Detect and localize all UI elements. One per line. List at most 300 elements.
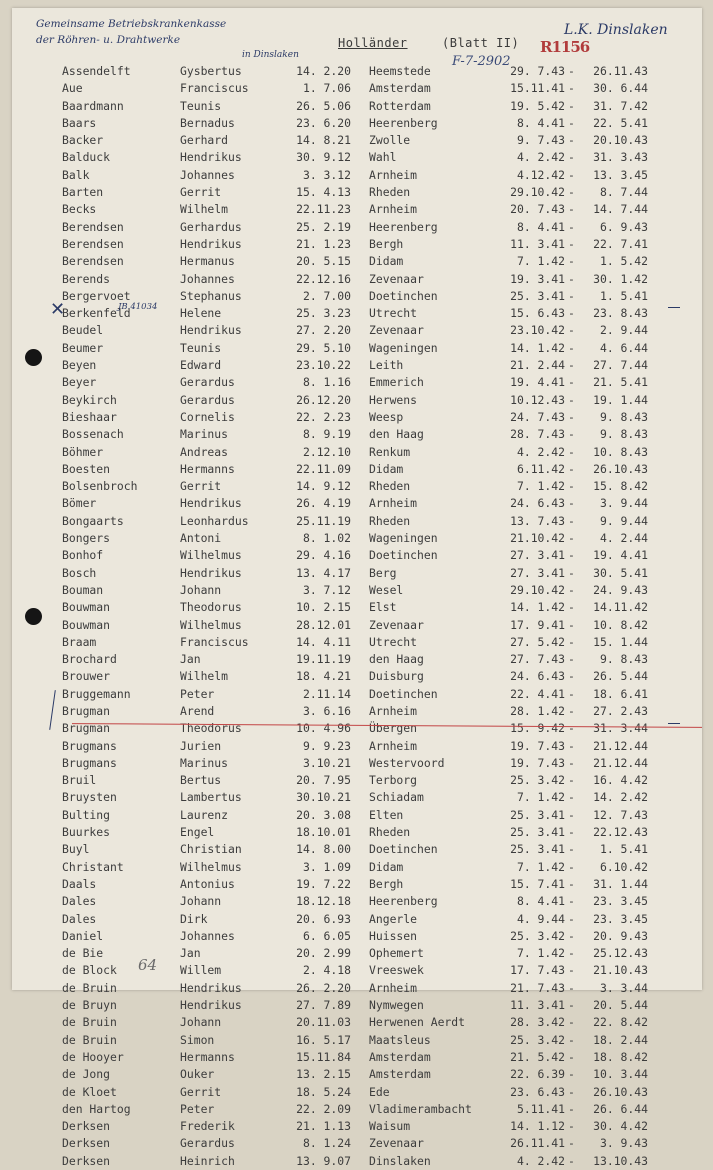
- last-name: Becks: [62, 202, 97, 217]
- table-row: [12, 755, 702, 772]
- table-row: [12, 392, 702, 409]
- last-name: Barten: [62, 185, 104, 200]
- date-separator: -: [568, 963, 575, 978]
- employment-start: 10.12.43: [510, 392, 565, 407]
- date-separator: -: [568, 1136, 575, 1151]
- table-row: [12, 617, 702, 634]
- employment-start: 7. 1.42: [516, 254, 565, 269]
- first-name: Jan: [180, 946, 201, 961]
- first-name: Jurien: [180, 738, 222, 753]
- birth-date: 10. 4.96: [296, 721, 351, 736]
- last-name: Bouman: [62, 582, 104, 597]
- birth-date: 26. 5.06: [296, 98, 351, 113]
- table-row: [12, 184, 702, 201]
- last-name: Beudel: [62, 323, 104, 338]
- first-name: Dirk: [180, 911, 208, 926]
- last-name: Beyer: [62, 375, 97, 390]
- employment-end: 14. 7.44: [593, 202, 648, 217]
- date-separator: -: [568, 894, 575, 909]
- date-separator: -: [568, 167, 575, 182]
- employment-end: 23. 3.45: [593, 894, 648, 909]
- last-name: Bergervoet: [62, 288, 131, 303]
- table-row: [12, 253, 702, 270]
- employment-end: 31. 7.42: [593, 98, 648, 113]
- last-name: Balk: [62, 167, 90, 182]
- birth-date: 25. 3.23: [296, 306, 351, 321]
- employment-end: 25.12.43: [593, 946, 648, 961]
- birth-date: 14. 4.11: [296, 634, 351, 649]
- birth-date: 10. 2.15: [296, 600, 351, 615]
- birthplace: Huissen: [369, 928, 418, 943]
- date-separator: -: [568, 582, 575, 597]
- birth-date: 16. 5.17: [296, 1032, 351, 1047]
- date-separator: -: [568, 392, 575, 407]
- first-name: Johannes: [180, 167, 235, 182]
- birth-date: 20.11.03: [296, 1015, 351, 1030]
- table-row: [12, 703, 702, 720]
- first-name: Teunis: [180, 98, 222, 113]
- birthplace: Doetinchen: [369, 842, 438, 857]
- red-stamp: R1156: [540, 38, 590, 56]
- birthplace: Doetinchen: [369, 288, 438, 303]
- table-row: [12, 634, 702, 651]
- employment-start: 25. 3.41: [510, 825, 565, 840]
- first-name: Gysbertus: [180, 64, 242, 78]
- date-separator: -: [568, 479, 575, 494]
- first-name: Johann: [180, 1015, 222, 1030]
- birth-date: 25. 2.19: [296, 219, 351, 234]
- employment-end: 15. 8.42: [593, 479, 648, 494]
- date-separator: -: [568, 807, 575, 822]
- first-name: Hendrikus: [180, 323, 242, 338]
- birth-date: 30.10.21: [296, 790, 351, 805]
- birth-date: 2. 7.00: [302, 288, 351, 303]
- date-separator: -: [568, 98, 575, 113]
- birth-date: 8. 1.02: [302, 531, 351, 546]
- last-name: Berends: [62, 271, 111, 286]
- birthplace: Emmerich: [369, 375, 424, 390]
- handwritten-annotation: JB.41034: [118, 302, 158, 312]
- employment-start: 28. 1.42: [510, 703, 565, 718]
- last-name: Beykirch: [62, 392, 117, 407]
- handwritten-organization-line-1: Gemeinsame Betriebskrankenkasse: [36, 18, 227, 30]
- employment-end: 10. 8.42: [593, 617, 648, 632]
- birth-date: 9. 9.23: [302, 738, 351, 753]
- document-page: [12, 8, 702, 1168]
- employment-start: 8. 4.41: [516, 219, 565, 234]
- employment-end: 27. 2.43: [593, 703, 648, 718]
- first-name: Theodorus: [180, 721, 242, 736]
- employment-end: 8. 7.44: [599, 185, 648, 200]
- employment-start: 11. 3.41: [510, 236, 565, 251]
- date-separator: -: [568, 375, 575, 390]
- date-separator: -: [568, 1153, 575, 1168]
- birthplace: Berg: [369, 565, 397, 580]
- birthplace: Leith: [369, 358, 404, 373]
- employment-end: 18. 2.44: [593, 1032, 648, 1047]
- table-row: [12, 582, 702, 599]
- employment-start: 29. 7.43: [510, 64, 565, 78]
- first-name: Willem: [180, 963, 222, 978]
- birth-date: 15. 4.13: [296, 185, 351, 200]
- employment-start: 22. 6.39: [510, 1067, 565, 1082]
- first-name: Bernadus: [180, 115, 235, 130]
- employment-start: 27. 5.42: [510, 634, 565, 649]
- date-separator: -: [568, 876, 575, 891]
- birthplace: Didam: [369, 461, 404, 476]
- employment-end: 26. 5.44: [593, 669, 648, 684]
- birth-date: 19. 7.22: [296, 876, 351, 891]
- table-row: [12, 322, 702, 339]
- last-name: Baardmann: [62, 98, 124, 113]
- birthplace: Westervoord: [369, 755, 445, 770]
- employment-end: 12. 7.43: [593, 807, 648, 822]
- last-name: Derksen: [62, 1136, 111, 1151]
- last-name: Bongaarts: [62, 513, 124, 528]
- employment-start: 14. 1.42: [510, 340, 565, 355]
- table-row: [12, 1118, 702, 1135]
- first-name: Gerhard: [180, 133, 229, 148]
- birthplace: Wageningen: [369, 531, 438, 546]
- handwritten-organization-line-2: der Röhren- u. Drahtwerke: [36, 34, 181, 46]
- employment-start: 25. 3.42: [510, 1032, 565, 1047]
- birthplace: Schiadam: [369, 790, 424, 805]
- birthplace: Rotterdam: [369, 98, 431, 113]
- birthplace: Dinslaken: [369, 1153, 431, 1168]
- birth-date: 14. 8.21: [296, 133, 351, 148]
- date-separator: -: [568, 548, 575, 563]
- first-name: Cornelis: [180, 409, 235, 424]
- date-separator: -: [568, 755, 575, 770]
- last-name: Bonhof: [62, 548, 104, 563]
- date-separator: -: [568, 1049, 575, 1064]
- birthplace: Rheden: [369, 185, 411, 200]
- birth-date: 23. 6.20: [296, 115, 351, 130]
- last-name: Bömer: [62, 496, 97, 511]
- table-row: [12, 530, 702, 547]
- employment-start: 29.10.42: [510, 582, 565, 597]
- employment-start: 24. 7.43: [510, 409, 565, 424]
- date-separator: -: [568, 219, 575, 234]
- employment-end: 9. 8.43: [599, 427, 648, 442]
- last-name: Christant: [62, 859, 124, 874]
- date-separator: -: [568, 825, 575, 840]
- employment-start: 15. 7.41: [510, 876, 565, 891]
- employment-end: 6. 9.43: [599, 219, 648, 234]
- birth-date: 27. 2.20: [296, 323, 351, 338]
- date-separator: -: [568, 790, 575, 805]
- first-name: Hermanns: [180, 461, 235, 476]
- last-name: Beumer: [62, 340, 104, 355]
- birth-date: 3. 1.09: [302, 859, 351, 874]
- birthplace: Elten: [369, 807, 404, 822]
- last-name: Bongers: [62, 531, 111, 546]
- last-name: Bruil: [62, 773, 97, 788]
- birthplace: Didam: [369, 859, 404, 874]
- last-name: Baars: [62, 115, 97, 130]
- birthplace: Ophemert: [369, 946, 424, 961]
- birth-date: 27. 7.89: [296, 998, 351, 1013]
- date-separator: -: [568, 1067, 575, 1082]
- birthplace: Terborg: [369, 773, 418, 788]
- table-row: [12, 461, 702, 478]
- first-name: Bertus: [180, 773, 222, 788]
- last-name: Buurkes: [62, 825, 111, 840]
- employment-end: 10. 3.44: [593, 1067, 648, 1082]
- table-row: [12, 859, 702, 876]
- table-row: [12, 98, 702, 115]
- last-name: Berendsen: [62, 219, 124, 234]
- first-name: Marinus: [180, 755, 229, 770]
- table-row: [12, 876, 702, 893]
- sheet-number: (Blatt II): [442, 36, 520, 50]
- employment-start: 21. 5.42: [510, 1049, 565, 1064]
- employment-start: 7. 1.42: [516, 790, 565, 805]
- last-name: Derksen: [62, 1153, 111, 1168]
- birth-date: 13. 9.07: [296, 1153, 351, 1168]
- employment-end: 27. 7.44: [593, 358, 648, 373]
- date-separator: -: [568, 1101, 575, 1116]
- employment-start: 15.11.41: [510, 81, 565, 96]
- first-name: Hendrikus: [180, 998, 242, 1013]
- employment-end: 22. 5.41: [593, 115, 648, 130]
- employment-end: 13.10.43: [593, 1153, 648, 1168]
- last-name: de Hooyer: [62, 1049, 124, 1064]
- date-separator: -: [568, 115, 575, 130]
- employment-start: 27. 3.41: [510, 548, 565, 563]
- employment-end: 13. 3.45: [593, 167, 648, 182]
- birthplace: Duisburg: [369, 669, 424, 684]
- first-name: Gerrit: [180, 185, 222, 200]
- employment-start: 27. 3.41: [510, 565, 565, 580]
- birthplace: Doetinchen: [369, 686, 438, 701]
- employment-start: 14. 1.42: [510, 600, 565, 615]
- employment-end: 14. 2.42: [593, 790, 648, 805]
- date-separator: -: [568, 669, 575, 684]
- date-separator: -: [568, 703, 575, 718]
- employment-end: 30. 5.41: [593, 565, 648, 580]
- date-separator: -: [568, 150, 575, 165]
- table-row: [12, 495, 702, 512]
- birthplace: Weesp: [369, 409, 404, 424]
- birth-date: 18. 4.21: [296, 669, 351, 684]
- table-row: [12, 1032, 702, 1049]
- first-name: Johannes: [180, 271, 235, 286]
- birth-date: 14. 2.20: [296, 64, 351, 78]
- birthplace: Arnheim: [369, 202, 418, 217]
- date-separator: -: [568, 513, 575, 528]
- employment-end: 9. 9.44: [599, 513, 648, 528]
- employment-start: 19. 3.41: [510, 271, 565, 286]
- employment-start: 19. 7.43: [510, 755, 565, 770]
- first-name: Gerardus: [180, 375, 235, 390]
- date-separator: -: [568, 427, 575, 442]
- last-name: Bosch: [62, 565, 97, 580]
- employment-end: 3. 3.44: [599, 980, 648, 995]
- date-separator: -: [568, 1119, 575, 1134]
- employment-end: 14.11.42: [593, 600, 648, 615]
- date-separator: -: [568, 409, 575, 424]
- employment-start: 25. 3.41: [510, 842, 565, 857]
- employment-end: 26.10.43: [593, 461, 648, 476]
- birthplace: Waisum: [369, 1119, 411, 1134]
- employment-end: 26.11.43: [593, 64, 648, 78]
- date-separator: -: [568, 236, 575, 251]
- employment-start: 23.10.42: [510, 323, 565, 338]
- last-name: de Bruin: [62, 980, 117, 995]
- employment-end: 9. 8.43: [599, 652, 648, 667]
- date-separator: -: [568, 1015, 575, 1030]
- employment-start: 19. 4.41: [510, 375, 565, 390]
- date-separator: -: [568, 634, 575, 649]
- date-separator: -: [568, 340, 575, 355]
- first-name: Theodorus: [180, 600, 242, 615]
- birth-date: 2.12.10: [302, 444, 351, 459]
- employment-end: 20. 9.43: [593, 928, 648, 943]
- last-name: de Jong: [62, 1067, 111, 1082]
- birth-date: 29. 5.10: [296, 340, 351, 355]
- birthplace: Bergh: [369, 236, 404, 251]
- date-separator: -: [568, 461, 575, 476]
- date-separator: -: [568, 911, 575, 926]
- handwritten-reference-number: F-7-2902: [452, 54, 511, 69]
- birthplace: Herwenen Aerdt: [369, 1015, 466, 1030]
- first-name: Wilhelm: [180, 669, 229, 684]
- date-separator: -: [568, 444, 575, 459]
- employment-start: 7. 1.42: [516, 859, 565, 874]
- employment-end: 30. 1.42: [593, 271, 648, 286]
- table-row: [12, 149, 702, 166]
- register-list: [12, 63, 702, 1170]
- last-name: Aue: [62, 81, 83, 96]
- employment-end: 22.12.43: [593, 825, 648, 840]
- last-name: de Bruin: [62, 1032, 117, 1047]
- employment-end: 19. 4.41: [593, 548, 648, 563]
- last-name: Brouwer: [62, 669, 111, 684]
- birthplace: Rheden: [369, 479, 411, 494]
- birthplace: Zwolle: [369, 133, 411, 148]
- employment-start: 5.11.41: [516, 1101, 565, 1116]
- birthplace: Heerenberg: [369, 894, 438, 909]
- birth-date: 21. 1.23: [296, 236, 351, 251]
- birthplace: Zevenaar: [369, 323, 424, 338]
- employment-start: 7. 1.42: [516, 946, 565, 961]
- table-row: [12, 288, 702, 305]
- last-name: Assendelft: [62, 64, 131, 78]
- punch-hole: [25, 349, 42, 366]
- employment-end: 21.12.44: [593, 755, 648, 770]
- table-row: [12, 599, 702, 616]
- date-separator: -: [568, 686, 575, 701]
- first-name: Laurenz: [180, 807, 229, 822]
- first-name: Hendrikus: [180, 496, 242, 511]
- first-name: Hendrikus: [180, 980, 242, 995]
- employment-start: 25. 3.42: [510, 928, 565, 943]
- date-separator: -: [568, 531, 575, 546]
- employment-start: 4. 2.42: [516, 1153, 565, 1168]
- table-row: [12, 1014, 702, 1031]
- last-name: Bulting: [62, 807, 111, 822]
- table-row: [12, 340, 702, 357]
- employment-end: 9. 8.43: [599, 409, 648, 424]
- birth-date: 20. 3.08: [296, 807, 351, 822]
- birth-date: 22.11.23: [296, 202, 351, 217]
- birth-date: 20. 7.95: [296, 773, 351, 788]
- first-name: Gerardus: [180, 1136, 235, 1151]
- first-name: Johann: [180, 894, 222, 909]
- first-name: Helene: [180, 306, 222, 321]
- birthplace: Wahl: [369, 150, 397, 165]
- employment-end: 31. 1.44: [593, 876, 648, 891]
- date-separator: -: [568, 288, 575, 303]
- birth-date: 6. 6.05: [302, 928, 351, 943]
- employment-end: 19. 1.44: [593, 392, 648, 407]
- birthplace: Amsterdam: [369, 81, 431, 96]
- first-name: Wilhelmus: [180, 548, 242, 563]
- birthplace: Heerenberg: [369, 115, 438, 130]
- employment-start: 19. 5.42: [510, 98, 565, 113]
- employment-end: 1. 5.41: [599, 288, 648, 303]
- table-row: [12, 738, 702, 755]
- table-row: [12, 219, 702, 236]
- first-name: Peter: [180, 686, 215, 701]
- employment-start: 19. 7.43: [510, 738, 565, 753]
- birthplace: Heerenberg: [369, 219, 438, 234]
- employment-end: 30. 4.42: [593, 1119, 648, 1134]
- birthplace: Arnheim: [369, 167, 418, 182]
- birthplace: Zevenaar: [369, 271, 424, 286]
- date-separator: -: [568, 133, 575, 148]
- first-name: Stephanus: [180, 288, 242, 303]
- birthplace: Rheden: [369, 513, 411, 528]
- table-row: [12, 841, 702, 858]
- employment-start: 24. 6.43: [510, 496, 565, 511]
- birth-date: 18.12.18: [296, 894, 351, 909]
- birthplace: Arnheim: [369, 703, 418, 718]
- birth-date: 23.10.22: [296, 358, 351, 373]
- first-name: Arend: [180, 703, 215, 718]
- first-name: Wilhelmus: [180, 859, 242, 874]
- last-name: Bouwman: [62, 617, 111, 632]
- employment-end: 20. 5.44: [593, 998, 648, 1013]
- birth-date: 1. 7.06: [302, 81, 351, 96]
- last-name: Daals: [62, 876, 97, 891]
- birthplace: Maatsleus: [369, 1032, 431, 1047]
- employment-end: 23. 8.43: [593, 306, 648, 321]
- birthplace: Elst: [369, 600, 397, 615]
- birthplace: den Haag: [369, 427, 424, 442]
- birthplace: Wesel: [369, 582, 404, 597]
- birth-date: 8. 9.19: [302, 427, 351, 442]
- document-title: Holländer: [338, 36, 408, 50]
- date-separator: -: [568, 980, 575, 995]
- employment-start: 25. 3.42: [510, 773, 565, 788]
- last-name: Berendsen: [62, 236, 124, 251]
- date-separator: -: [568, 64, 575, 78]
- birth-date: 13. 4.17: [296, 565, 351, 580]
- birthplace: Arnheim: [369, 496, 418, 511]
- last-name: Dales: [62, 894, 97, 909]
- date-separator: -: [568, 600, 575, 615]
- last-name: de Bruin: [62, 1015, 117, 1030]
- birth-date: 20. 5.15: [296, 254, 351, 269]
- birthplace: Angerle: [369, 911, 418, 926]
- employment-start: 25. 3.41: [510, 807, 565, 822]
- employment-end: 1. 5.42: [599, 254, 648, 269]
- employment-start: 26.11.41: [510, 1136, 565, 1151]
- employment-start: 21. 2.44: [510, 358, 565, 373]
- table-row: [12, 1135, 702, 1152]
